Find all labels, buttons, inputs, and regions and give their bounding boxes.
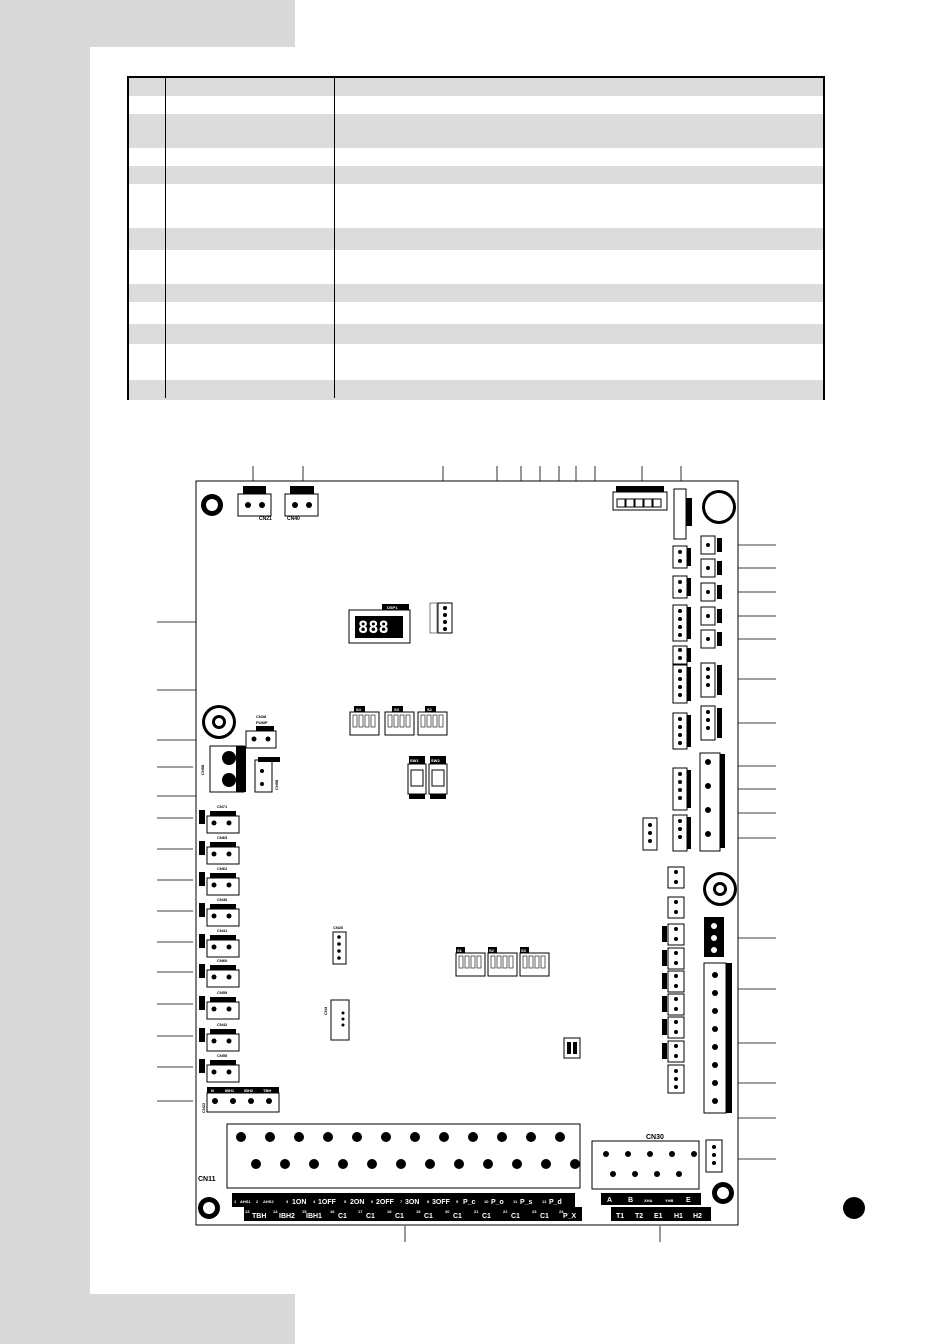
terminal-14-number: 14 — [273, 1209, 278, 1214]
cn55-label: CN55 — [217, 1053, 228, 1058]
cn22-label: CN22 — [201, 1102, 206, 1113]
connector-far-right-2 — [701, 559, 722, 577]
cn40-label: CN40 — [217, 897, 228, 902]
terminal-22-label: C1 — [511, 1213, 520, 1220]
terminal-8-number: 8 — [427, 1199, 430, 1204]
terminal-24-label: P_X — [563, 1213, 577, 1220]
connector-right-8 — [673, 815, 691, 851]
lower-s2-label: S2 — [489, 948, 494, 953]
terminal-1-number: 1 — [234, 1199, 237, 1204]
left-leader-lines — [157, 818, 193, 1101]
cn26-label: CN26 — [333, 925, 344, 930]
s2-label: S2 — [427, 707, 432, 712]
connector-right-11 — [662, 924, 684, 945]
cn30-bottom-h2: H2 — [693, 1213, 702, 1220]
cn22-pin-ibh2: IBH2 — [244, 1088, 254, 1093]
terminal-2-label: AHS2 — [263, 1199, 274, 1204]
connector-right-9 — [668, 867, 684, 888]
cn4-label: CN4 — [323, 1006, 328, 1015]
terminal-8-label: 3OFF — [432, 1199, 450, 1206]
terminal-11-number: 11 — [513, 1199, 518, 1204]
cn38-label: CN38 — [256, 714, 267, 719]
lower-s3-label: S3 — [521, 948, 526, 953]
connector-far-right-3 — [701, 583, 722, 601]
terminal-12-label: P_d — [549, 1199, 562, 1206]
cn60-label: CN60 — [217, 958, 228, 963]
cn59-label: CN59 — [217, 990, 228, 995]
terminal-block-cn11 — [198, 1124, 582, 1221]
terminal-3-number: 3 — [286, 1199, 289, 1204]
terminal-2-number: 2 — [256, 1199, 259, 1204]
digital-display-dsp1 — [349, 604, 410, 643]
connector-right-5 — [673, 665, 691, 703]
cn65-label: CN65 — [217, 835, 228, 840]
terminal-13-label: TBH — [252, 1213, 267, 1220]
terminal-4-label: 1OFF — [318, 1199, 336, 1206]
terminal-14-label: IBH2 — [279, 1213, 295, 1220]
cn22-pin-ibh1: IBH1 — [225, 1088, 235, 1093]
connector-far-right-8 — [704, 917, 724, 957]
svg-text:888: 888 — [358, 618, 389, 638]
cn58-label: CN58 — [274, 779, 279, 790]
connector-far-right-9 — [706, 1140, 722, 1172]
s3-label: S3 — [394, 707, 399, 712]
terminal-5-label: 2ON — [350, 1199, 365, 1206]
connector-far-right-5 — [701, 630, 722, 648]
terminal-10-label: P_o — [491, 1199, 504, 1206]
connector-right-3 — [673, 605, 691, 641]
terminal-3-label: 1ON — [292, 1199, 307, 1206]
terminal-21-label: C1 — [482, 1213, 491, 1220]
terminal-23-number: 23 — [532, 1209, 537, 1214]
terminal-12-number: 12 — [542, 1199, 547, 1204]
cn30-bottom-t1: T1 — [616, 1213, 625, 1220]
s4-label: S4 — [356, 707, 361, 712]
cn98-label: CN98 — [200, 764, 205, 775]
lower-s1-label: S1 — [457, 948, 462, 953]
terminal-4-number: 4 — [313, 1199, 316, 1204]
cn30-bottom-h1: H1 — [674, 1213, 683, 1220]
cn71-label: CN71 — [217, 804, 228, 809]
terminal-9-label: P_c — [463, 1199, 476, 1206]
terminal-20-number: 20 — [445, 1209, 450, 1214]
terminal-18-number: 18 — [387, 1209, 392, 1214]
cn41-label: CN41 — [217, 928, 228, 933]
terminal-7-number: 7 — [400, 1199, 403, 1204]
connector-far-right-6 — [701, 663, 722, 697]
terminal-19-number: 19 — [416, 1209, 421, 1214]
terminal-22-number: 22 — [503, 1209, 508, 1214]
terminal-6-number: 6 — [371, 1199, 374, 1204]
terminal-16-label: C1 — [338, 1213, 347, 1220]
cn30-label: CN30 — [646, 1134, 664, 1141]
terminal-24-number: 24 — [559, 1209, 564, 1214]
cn30-top-b: B — [628, 1197, 634, 1204]
connector-right-17 — [668, 1065, 684, 1093]
cn30-bottom-e1: E1 — [654, 1213, 663, 1220]
terminal-10-number: 10 — [484, 1199, 489, 1204]
terminal-5-number: 5 — [344, 1199, 347, 1204]
cn30-top-e: E — [686, 1197, 691, 1204]
button-sw1 — [408, 756, 426, 799]
connector-right-2 — [673, 576, 691, 598]
connector-small-left — [643, 818, 657, 850]
cn62-label: CN62 — [217, 866, 228, 871]
terminal-20-label: C1 — [453, 1213, 462, 1220]
connector-far-right-4 — [701, 607, 722, 625]
terminal-6-label: 2OFF — [376, 1199, 394, 1206]
left-connector-column — [199, 804, 239, 1082]
board-outline — [196, 481, 738, 1225]
connector-right-15 — [662, 1017, 684, 1038]
button-sw2 — [429, 756, 447, 799]
terminal-13-number: 13 — [245, 1209, 250, 1214]
terminal-15-label: IBH1 — [306, 1213, 322, 1220]
sw2-label: SW2 — [431, 758, 440, 763]
terminal-19-label: C1 — [424, 1213, 433, 1220]
cn30-top-xha: XHA — [644, 1198, 653, 1203]
cn30-bottom-t2: T2 — [635, 1213, 644, 1220]
terminal-7-label: 3ON — [405, 1199, 420, 1206]
cn42-label: CN42 — [217, 1022, 228, 1027]
terminal-18-label: C1 — [395, 1213, 404, 1220]
connector-right-16 — [662, 1041, 684, 1062]
jumper-block — [564, 1038, 580, 1058]
terminal-block-right — [704, 963, 732, 1113]
connector-right-1 — [673, 546, 691, 568]
connector-right-14 — [662, 994, 684, 1015]
terminal-17-label: C1 — [366, 1213, 375, 1220]
connector-right-7 — [673, 768, 691, 810]
terminal-1-label: AHS1 — [240, 1199, 251, 1204]
pump-label: PUMP — [256, 720, 268, 725]
cn22-pin-n: N — [211, 1088, 214, 1093]
terminal-15-number: 15 — [302, 1209, 307, 1214]
terminal-23-label: C1 — [540, 1213, 549, 1220]
cn22-pin-tbh: TBH — [263, 1088, 272, 1093]
cn30-top-a: A — [607, 1197, 613, 1204]
terminal-21-number: 21 — [474, 1209, 479, 1214]
connector-right-12 — [662, 948, 684, 969]
sw1-label: SW1 — [410, 758, 419, 763]
connector-right-6 — [673, 713, 691, 749]
connector-right-13 — [662, 971, 684, 992]
cn30-top-yhb: YHB — [665, 1198, 674, 1203]
cn21-label: CN21 — [259, 516, 272, 522]
dsp1-label: DSP1 — [387, 605, 398, 610]
cn11-label: CN11 — [198, 1176, 216, 1183]
cn40-top-label: CN40 — [287, 516, 300, 522]
connector-far-right-1 — [701, 536, 722, 554]
terminal-17-number: 17 — [358, 1209, 363, 1214]
terminal-9-number: 9 — [456, 1199, 459, 1204]
connector-right-10 — [668, 897, 684, 918]
connector-cn7 — [430, 603, 452, 633]
connector-cn22 — [201, 1087, 279, 1113]
terminal-16-number: 16 — [330, 1209, 335, 1214]
terminal-11-label: P_s — [520, 1199, 533, 1206]
relay-block-right — [700, 753, 725, 851]
connector-far-right-7 — [701, 706, 722, 740]
connector-right-4 — [673, 646, 691, 664]
